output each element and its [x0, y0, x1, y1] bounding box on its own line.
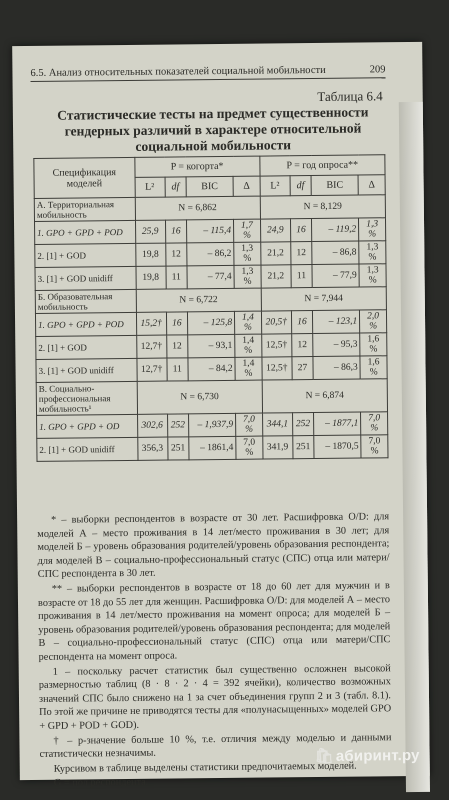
sample-size-survey-year: N = 6,874 [262, 379, 388, 413]
model-spec: 2. [1] + GOD [36, 335, 137, 359]
book-page [12, 42, 430, 790]
table-cell: 7,0 % [236, 413, 263, 436]
table-cell: 1,4 % [235, 357, 262, 380]
table-cell: 21,2 [260, 242, 290, 265]
table-cell: 251 [167, 437, 189, 460]
section-label: Б. Образовательная мобильность [35, 289, 136, 313]
sample-size-survey-year: N = 7,944 [261, 287, 386, 311]
table-cell: 1,3 % [234, 242, 261, 265]
sample-size-cohort: N = 6,722 [136, 288, 261, 312]
page-edge [399, 102, 430, 792]
table-cell: – 115,4 [186, 219, 233, 242]
group1-header: P = когорта* [134, 156, 259, 177]
watermark-text: абиринт.ру [335, 746, 420, 765]
page-number: 209 [369, 64, 386, 76]
table-cell: – 1861,4 [189, 436, 236, 459]
running-header [30, 64, 385, 82]
table-cell: – 119,2 [312, 218, 359, 241]
table-cell: 25,9 [135, 220, 165, 243]
note-paragraph: Курсивом в таблице выделены статистики предпочитаемых моделей. [53, 760, 357, 775]
column-header: L² [135, 177, 165, 197]
table-cell: 20,5† [261, 311, 291, 334]
table-cell: 7,0 % [361, 435, 388, 458]
table-cell: 1,6 % [360, 356, 387, 379]
sample-size-survey-year: N = 8,129 [260, 195, 385, 219]
table-cell: 24,9 [260, 219, 290, 242]
column-header: L² [260, 176, 290, 196]
table-cell: 12 [291, 334, 313, 357]
table-number: Таблица 6.4 [317, 88, 383, 104]
table-cell: 1,4 % [235, 334, 262, 357]
column-header: df [165, 177, 187, 197]
column-header: BIC [311, 175, 358, 195]
table-cell: 16 [166, 312, 188, 335]
table-cell: 356,3 [137, 437, 167, 460]
table-cell: – 125,8 [187, 311, 234, 334]
column-header: df [290, 176, 312, 196]
table-cell: 2,0 % [360, 310, 387, 333]
column-header: Δ [358, 175, 385, 195]
table-cell: – 1,937,9 [188, 413, 235, 436]
table-cell: 16 [165, 220, 187, 243]
table-title: Статистические тесты на предмет существенности гендерных различий в характере относительной социальной мобильности [57, 104, 369, 154]
note-paragraph: * – выборки респондентов в возрасте от 30 лет. Расшифровка O/D: для моделей А – место проживания в 14 лет/место проживания в 30 лет; для моделей Б – уровень образования родителей/уровень образования респондента; для моделей В – социально-профессиональный статус (СПС) отца или матери/СПС респондента в 30 лет. [37, 511, 390, 581]
table-cell: 11 [166, 266, 188, 289]
table-cell: 252 [167, 414, 189, 437]
table-cell: 12,5† [262, 357, 292, 380]
table-cell: 1,3 % [359, 241, 386, 264]
table-cell: 1,3 % [359, 218, 386, 241]
model-spec: 1. GPO + GPD + OD [37, 414, 138, 438]
table-cell: 12 [290, 242, 312, 265]
table-cell: – 77,9 [312, 264, 359, 287]
table-cell: 11 [291, 265, 313, 288]
table-cell: 7,0 % [361, 412, 388, 435]
note-paragraph: G = пол респондента. [53, 777, 149, 790]
group2-header: P = год опроса** [260, 155, 385, 176]
table-cell: 341,9 [263, 436, 293, 459]
table-cell: 1,4 % [234, 311, 261, 334]
table-cell: 1,3 % [359, 264, 386, 287]
header-title: 6.5. Анализ относительных показателей социальной мобильности [30, 64, 326, 79]
table-cell: 1,3 % [234, 265, 261, 288]
labirint-logo-icon: 🛍 [314, 747, 334, 766]
sample-size-cohort: N = 6,862 [135, 196, 260, 220]
model-spec: 1. GPO + GPD + POD [35, 312, 136, 336]
table-cell: – 77,4 [187, 265, 234, 288]
model-spec: 3. [1] + GOD unidiff [36, 358, 137, 382]
table-cell: 16 [290, 219, 312, 242]
statistics-table [33, 154, 388, 462]
table-cell: 252 [292, 413, 314, 436]
table-cell: 12 [165, 243, 187, 266]
table-cell: – 84,2 [188, 357, 235, 380]
note-paragraph: † – p-значение больше 10 %, т.е. отличия между моделью и данными статистически незначимы. [39, 731, 392, 761]
column-header: BIC [186, 176, 233, 196]
sample-size-cohort: N = 6,730 [137, 380, 263, 414]
section-row [36, 379, 387, 416]
model-spec: 3. [1] + GOD unidiff [35, 266, 136, 290]
table-cell: 12,7† [137, 358, 167, 381]
table-cell: 15,2† [136, 312, 166, 335]
table-cell: – 95,3 [313, 333, 360, 356]
table-cell: 1,6 % [360, 333, 387, 356]
table-cell: – 123,1 [313, 310, 360, 333]
table-cell: – 93,1 [188, 334, 235, 357]
table-cell: 344,1 [262, 413, 292, 436]
table-cell: 19,8 [135, 243, 165, 266]
table-cell: 302,6 [137, 414, 167, 437]
table-cell: 12,7† [136, 335, 166, 358]
table-cell: 12,5† [261, 334, 291, 357]
table-cell: 7,0 % [236, 436, 263, 459]
column-header: Δ [233, 176, 260, 196]
table-cell: – 86,3 [313, 356, 360, 379]
watermark-logo [314, 746, 419, 765]
table-cell: 21,2 [261, 265, 291, 288]
model-spec: 2. [1] + GOD [35, 243, 136, 267]
table-cell: – 86,2 [187, 242, 234, 265]
table-cell: – 86,8 [312, 241, 359, 264]
table-row [37, 435, 388, 462]
table-cell: 12 [166, 335, 188, 358]
table-cell: 11 [166, 358, 188, 381]
table-cell: 27 [292, 357, 314, 380]
note-paragraph: ** – выборки респондентов в возрасте от 18 до 60 лет для мужчин и в возрасте от 18 до 55 лет для женщин. Расшифровка O/D: для моделей А – место проживания в 14 лет/место проживания на момент опроса; для моделей Б – уровень образования родителей/уровень образования респондента; для моделей В – социально-профессиональный статус (СПС) отца или матери/СПС респондента на момент опроса. [37, 580, 391, 663]
table-cell: 1,7 % [233, 219, 260, 242]
table-cell: – 1870,5 [314, 435, 361, 458]
table-cell: 19,8 [136, 266, 166, 289]
table-cell: 251 [292, 436, 314, 459]
note-paragraph: 1 – поскольку расчет статистик был существенно осложнен высокой размерностью таблиц (8 · 8 · 2 · 4 = 392 ячейки), количество возможных значений СПС было снижено на 1 за счет объединения групп 2 и 3 (табл. 8.1). По этой же причине не приводятся тесты для «полунасыщенных» моделей GPO + GPD + POD + GOD). [38, 662, 392, 732]
spec-header: Спецификация моделей [34, 157, 135, 198]
section-label: В. Социально-профессиональная мобильность¹ [36, 381, 137, 415]
section-label: А. Территориальная мобильность [34, 197, 135, 221]
table-cell: – 1877,1 [314, 412, 361, 435]
model-spec: 1. GPO + GPD + POD [35, 220, 136, 244]
table-cell: 16 [291, 311, 313, 334]
model-spec: 2. [1] + GOD unidiff [37, 437, 138, 461]
